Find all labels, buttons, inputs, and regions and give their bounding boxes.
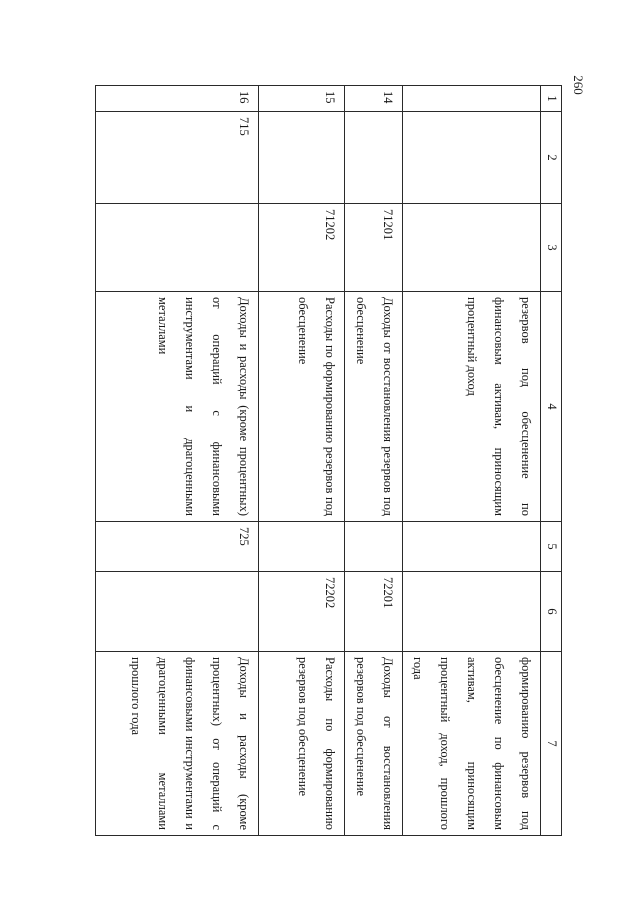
cell-account-description: Доходы и расходы (кроме процентных) от операций с финансовыми инструментами и драгоценными металлами — [96, 292, 259, 522]
column-header-6: 6 — [541, 572, 562, 652]
cell-account-code: 71201 — [345, 204, 403, 292]
cell-row-number: 14 — [345, 86, 403, 112]
cell-prior-code: 72201 — [345, 572, 403, 652]
cell-prior-group — [403, 522, 541, 572]
cell-account-group: 715 — [96, 112, 259, 204]
cell-account-description: резервов под обесценение по финансовым активам, приносящим процентный доход — [403, 292, 541, 522]
cell-row-number — [403, 86, 541, 112]
cell-prior-group: 725 — [96, 522, 259, 572]
cell-prior-code: 72202 — [259, 572, 345, 652]
cell-row-number: 15 — [259, 86, 345, 112]
cell-prior-description: Доходы от восстановления резервов под обесценение — [345, 652, 403, 836]
cell-prior-code — [96, 572, 259, 652]
cell-account-code — [403, 204, 541, 292]
table-row — [345, 86, 403, 836]
cell-account-code — [96, 204, 259, 292]
cell-account-group — [345, 112, 403, 204]
column-header-1: 1 — [541, 86, 562, 112]
cell-account-group — [259, 112, 345, 204]
column-header-3: 3 — [541, 204, 562, 292]
cell-prior-description: Расходы по формированию резервов под обесценение — [259, 652, 345, 836]
cell-prior-group — [345, 522, 403, 572]
column-header-7: 7 — [541, 652, 562, 836]
cell-account-group — [403, 112, 541, 204]
cell-account-code: 71202 — [259, 204, 345, 292]
cell-prior-description: формированию резервов под обесценение по финансовым активам, приносящим процентный доход, прошлого года — [403, 652, 541, 836]
page-number: 260 — [571, 75, 586, 95]
table-header-row — [541, 86, 562, 836]
cell-prior-code — [403, 572, 541, 652]
column-header-4: 4 — [541, 292, 562, 522]
table-row — [403, 86, 541, 836]
rotated-table-container — [98, 85, 562, 835]
table-wrapper — [98, 85, 562, 835]
cell-account-description: Доходы от восстановления резервов под обесценение — [345, 292, 403, 522]
cell-account-description: Расходы по формированию резервов под обесценение — [259, 292, 345, 522]
accounts-table — [95, 85, 562, 836]
cell-row-number: 16 — [96, 86, 259, 112]
column-header-5: 5 — [541, 522, 562, 572]
column-header-2: 2 — [541, 112, 562, 204]
table-row — [96, 86, 259, 836]
table-row — [259, 86, 345, 836]
cell-prior-group — [259, 522, 345, 572]
cell-prior-description: Доходы и расходы (кроме процентных) от операций с финансовыми инструментами и драгоценными металлами прошлого года — [96, 652, 259, 836]
